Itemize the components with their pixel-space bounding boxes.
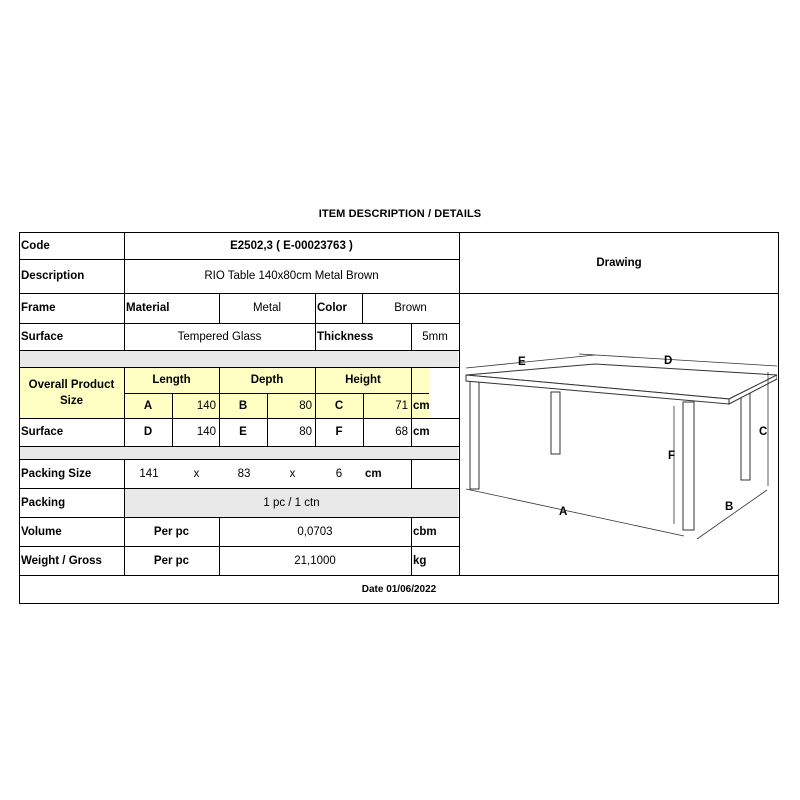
material-value: Metal — [252, 302, 282, 314]
color-label: Color — [317, 302, 348, 314]
dim-letter-b: B — [238, 399, 248, 412]
depth-header: Depth — [250, 374, 284, 386]
dim-value-d: 140 — [196, 426, 216, 438]
frame-label: Frame — [21, 302, 56, 314]
table-drawing — [459, 294, 777, 576]
table-leg — [551, 392, 560, 454]
dim-letter-a: A — [143, 399, 153, 412]
code-label: Code — [21, 239, 50, 252]
table-leg — [741, 392, 750, 480]
dim-value-a: 140 — [196, 399, 216, 412]
height-header: Height — [345, 374, 381, 386]
dim-unit: cm — [413, 426, 430, 438]
spacer-row — [20, 446, 458, 459]
dim-letter-e: E — [239, 426, 247, 438]
packing-value: 1 pc / 1 ctn — [263, 496, 320, 509]
thickness-label: Thickness — [317, 330, 374, 343]
dim-value-e: 80 — [299, 426, 312, 438]
document-date: Date 01/06/2022 — [361, 583, 437, 595]
dim-letter-f: F — [335, 426, 343, 438]
dimension-line-a — [466, 489, 684, 536]
drawing-letter-f: F — [668, 450, 676, 462]
description-label: Description — [21, 270, 85, 282]
details-sheet — [19, 232, 779, 604]
weight-label: Weight / Gross — [21, 554, 102, 567]
thickness-value: 5mm — [422, 330, 448, 343]
material-label: Material — [126, 302, 170, 314]
code-value: E2502,3 ( E-00023763 ) — [230, 239, 353, 252]
weight-value: 21,1000 — [294, 554, 336, 567]
dim-unit: cm — [413, 399, 430, 412]
weight-unit: kg — [413, 554, 427, 567]
table-leg — [683, 402, 694, 530]
color-value: Brown — [394, 302, 427, 314]
weight-per: Per pc — [153, 554, 190, 567]
drawing-letter-d: D — [664, 355, 673, 367]
dimension-line-d — [579, 354, 777, 366]
dim-value-f: 68 — [395, 426, 408, 438]
packing-x: x — [193, 467, 200, 480]
dim-letter-c: C — [334, 399, 344, 412]
drawing-letter-a: A — [559, 506, 568, 518]
document-title: ITEM DESCRIPTION / DETAILS — [318, 208, 482, 220]
drawing-letter-b: B — [725, 501, 734, 513]
drawing-label: Drawing — [596, 256, 642, 269]
surface-dims-label: Surface — [21, 426, 64, 438]
packing-x: x — [289, 467, 296, 480]
packing-size-unit: cm — [365, 467, 382, 480]
volume-value: 0,0703 — [297, 525, 333, 538]
surface-value: Tempered Glass — [177, 330, 262, 343]
drawing-letter-c: C — [759, 426, 768, 438]
drawing-letter-e: E — [518, 356, 526, 368]
dimension-line-b — [697, 490, 767, 539]
packing-label: Packing — [21, 496, 66, 509]
description-value: RIO Table 140x80cm Metal Brown — [204, 270, 379, 282]
packing-depth: 83 — [237, 467, 251, 480]
length-header: Length — [152, 374, 191, 386]
volume-unit: cbm — [413, 525, 437, 538]
packing-height: 6 — [335, 467, 343, 480]
table-leg — [470, 381, 479, 489]
dim-value-b: 80 — [299, 399, 312, 412]
packing-size-label: Packing Size — [21, 467, 92, 480]
packing-length: 141 — [139, 467, 159, 480]
surface-label: Surface — [21, 330, 64, 343]
dim-value-c: 71 — [395, 399, 408, 412]
volume-label: Volume — [21, 525, 62, 538]
overall-size-label: Overall Product Size — [28, 378, 115, 407]
dim-letter-d: D — [143, 426, 153, 438]
spacer-row — [20, 350, 458, 367]
volume-per: Per pc — [153, 525, 190, 538]
